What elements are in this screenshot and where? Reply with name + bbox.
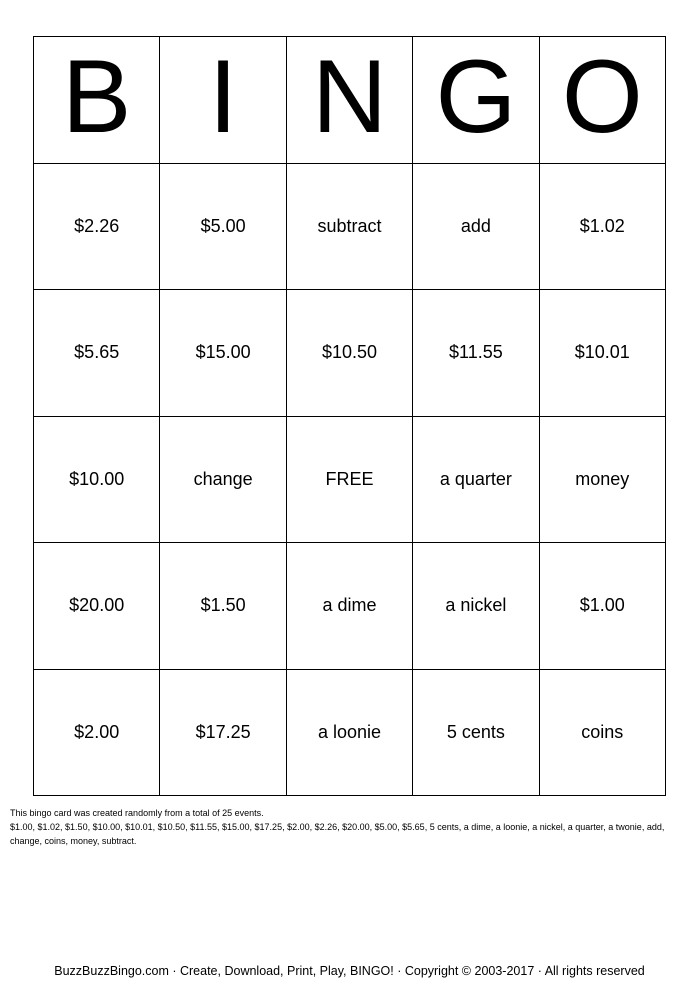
footnote-event-list: $1.00, $1.02, $1.50, $10.00, $10.01, $10.50, $11.55, $15.00, $17.25, $2.00, $2.26, $20.00, $5.00, $5.65, 5 cents, a dime, a loonie, a nickel, a quarter, a twonie, add, change, coins, money, subtract. [10,822,665,846]
header-letter-b: B [34,37,160,164]
bingo-cell-r4-c2: $1.50 [160,543,286,670]
bingo-cell-r3-c3: FREE [287,417,413,544]
bingo-cell-r3-c1: $10.00 [34,417,160,544]
bingo-cell-r5-c3: a loonie [287,670,413,797]
bingo-cell-r4-c3: a dime [287,543,413,670]
bingo-cell-r1-c1: $2.26 [34,164,160,291]
header-letter-g: G [413,37,539,164]
bingo-cell-r3-c2: change [160,417,286,544]
bingo-cell-r1-c4: add [413,164,539,291]
bingo-cell-r4-c5: $1.00 [540,543,666,670]
bingo-cell-r5-c2: $17.25 [160,670,286,797]
bingo-cell-r4-c4: a nickel [413,543,539,670]
bingo-cell-r5-c5: coins [540,670,666,797]
bingo-cell-r2-c1: $5.65 [34,290,160,417]
bingo-cell-r1-c5: $1.02 [540,164,666,291]
bingo-cell-r2-c5: $10.01 [540,290,666,417]
site-footer: BuzzBuzzBingo.com · Create, Download, Print, Play, BINGO! · Copyright © 2003-2017 · All rights reserved [54,964,645,978]
bingo-cell-r3-c5: money [540,417,666,544]
card-footnote [10,806,690,848]
bingo-cell-r2-c3: $10.50 [287,290,413,417]
bingo-cell-r1-c3: subtract [287,164,413,291]
bingo-card [33,36,666,796]
footnote-summary: This bingo card was created randomly from a total of 25 events. [10,808,264,818]
header-letter-o: O [540,37,666,164]
bingo-cell-r5-c1: $2.00 [34,670,160,797]
bingo-cell-r3-c4: a quarter [413,417,539,544]
bingo-cell-r2-c4: $11.55 [413,290,539,417]
bingo-cell-r5-c4: 5 cents [413,670,539,797]
bingo-cell-r4-c1: $20.00 [34,543,160,670]
header-letter-i: I [160,37,286,164]
header-letter-n: N [287,37,413,164]
bingo-cell-r1-c2: $5.00 [160,164,286,291]
bingo-cell-r2-c2: $15.00 [160,290,286,417]
